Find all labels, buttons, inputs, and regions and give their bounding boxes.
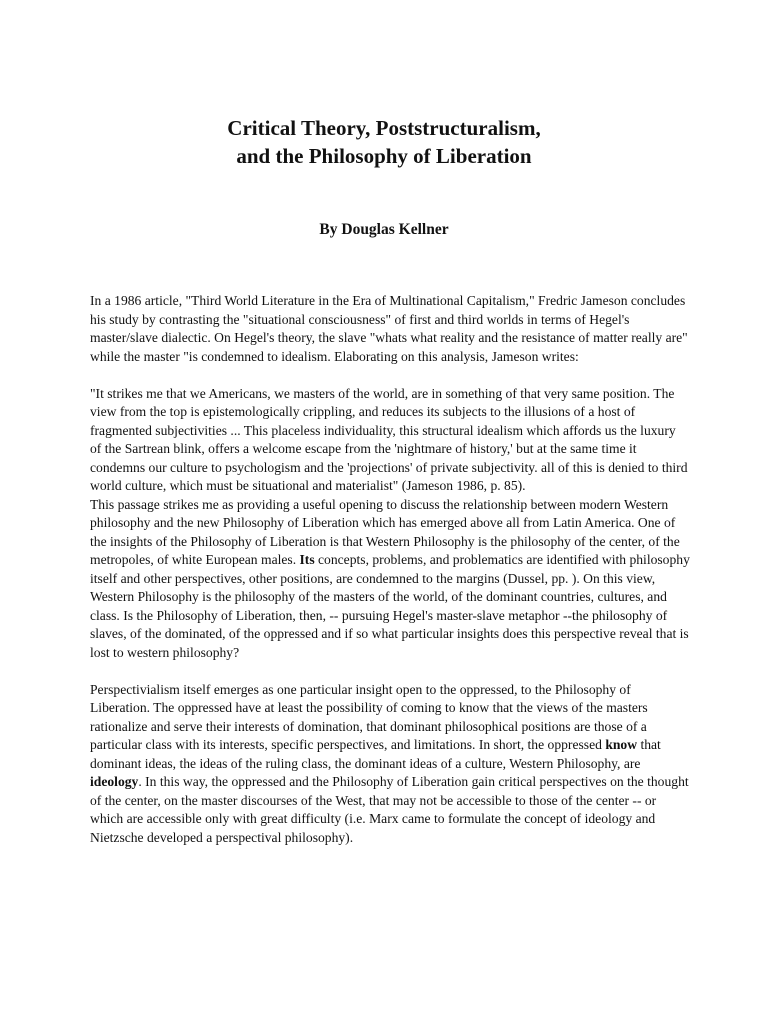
document-title bbox=[0, 114, 768, 170]
perspectivialism-text-a: Perspectivialism itself emerges as one particular insight open to the oppressed, to the Philosophy of Liberation. The oppressed have at least the possibility of coming to know that the views of the masters rationalize and serve their interests of domination, that dominant philosophical positions are those of a particular class with its interests, specific perspectives, and limitations. In short, the oppressed bbox=[90, 681, 648, 752]
title-line-1: Critical Theory, Poststructuralism, bbox=[227, 116, 541, 140]
perspectivialism-text-c: . In this way, the oppressed and the Philosophy of Liberation gain critical perspectives on the thought of the center, on the master discourses of the West, that may not be accessible to those of the center -- or which are accessible only with great difficulty (i.e. Marx came to formulate the concept of ideology and Nietzsche developed a perspectival philosophy). bbox=[90, 774, 689, 845]
author-byline: By Douglas Kellner bbox=[319, 221, 449, 238]
emphasis-its: Its bbox=[299, 552, 315, 567]
paragraph-perspectivialism bbox=[90, 681, 690, 848]
emphasis-ideology: ideology bbox=[90, 774, 139, 789]
article-body bbox=[90, 292, 690, 847]
title-line-2: and the Philosophy of Liberation bbox=[236, 144, 532, 168]
passage-text-b: concepts, problems, and problematics are identified with philosophy itself and other perspectives, other positions, are condemned to the margins (Dussel, pp. ). On this view, Western Philosophy is the philosophy of the masters of the world, of the dominant countries, cultures, and class. Is the Philosophy of Liberation, then, -- pursuing Hegel's master-slave metaphor --the philosophy of slaves, of the dominated, of the oppressed and if so what particular insights does this perspective reveal that is lost to western philosophy? bbox=[90, 552, 690, 660]
paragraph-passage bbox=[90, 496, 690, 663]
block-quote: "It strikes me that we Americans, we masters of the world, are in something of that very same position. The view from the top is epistemologically crippling, and reduces its subjects to the illusions of a host of fragmented subjectivities ... This placeless individuality, this structural idealism which affords us the luxury of the Sartrean blink, offers a welcome escape from the 'nightmare of history,' but at the same time it condemns our culture to psychologism and the 'projections' of private subjectivity. all of this is denied to third world culture, which must be situational and materialist" (Jameson 1986, p. 85). bbox=[90, 385, 688, 493]
emphasis-know: know bbox=[605, 737, 638, 752]
paragraph-intro: In a 1986 article, "Third World Literature in the Era of Multinational Capitalism," Fredric Jameson concludes his study by contrasting the "situational consciousness" of first and third worlds in terms of Hegel's master/slave dialectic. On Hegel's theory, the slave "whats what reality and the resistance of matter really are" while the master "is condemned to idealism. Elaborating on this analysis, Jameson writes: bbox=[90, 293, 688, 364]
perspectivialism-text-b: that dominant ideas, the ideas of the ruling class, the dominant ideas of a culture, Western Philosophy, are bbox=[90, 737, 661, 771]
paragraph-gap bbox=[90, 662, 690, 681]
paragraph-gap bbox=[90, 366, 690, 385]
passage-text-a: This passage strikes me as providing a useful opening to discuss the relationship between modern Western philosophy and the new Philosophy of Liberation which has emerged above all from Latin America. One of the insights of the Philosophy of Liberation is that Western Philosophy is the philosophy of the center, of the metropoles, of white European males. bbox=[90, 496, 680, 567]
